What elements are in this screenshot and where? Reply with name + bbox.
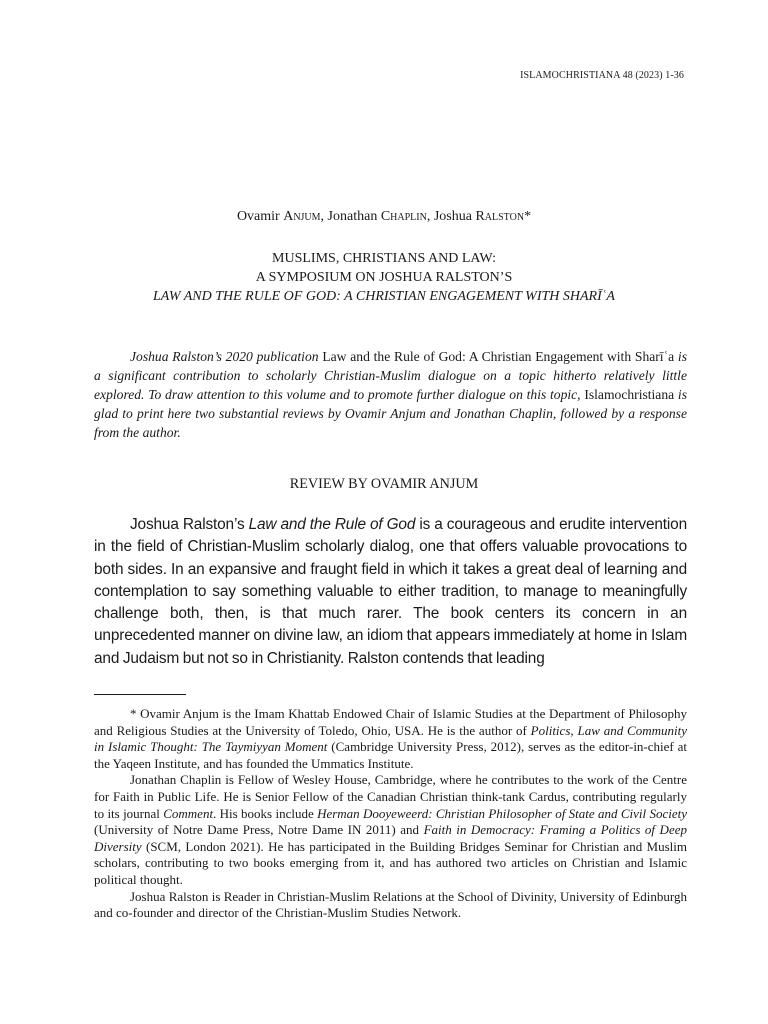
abstract-journal-name: Islamochristiana [580, 387, 678, 402]
footnote-text: * Ovamir Anjum is the Imam Khattab Endowed Chair of Islamic Studies at the Department of Philosophy and Religious Studies at the University of Toledo, Ohio, USA. He is the author of [94, 706, 687, 738]
title-line: A SYMPOSIUM ON JOSHUA RALSTON’S [255, 270, 513, 285]
author-separator: , Joshua [426, 209, 476, 224]
footnote-anjum [94, 706, 687, 772]
footnote-text: (SCM, London 2021). He has participated in the Building Bridges Seminar for Christian and Muslim scholars, contributing to two books emerging from it, and has authored two articles on Christian and Islamic political thought. [94, 838, 687, 887]
article-title [60, 249, 708, 306]
footnotes [94, 706, 687, 922]
author-first-name: Ovamir [236, 209, 284, 224]
footnote-text: Jonathan Chaplin is Fellow of Wesley House, Cambridge, where he contributes to the work of the Centre for Faith in Public Life. He is Senior Fellow of the Canadian Christian think-tank Cardus, contributing regularly to its journal [94, 772, 687, 821]
body-paragraph [94, 514, 687, 670]
footnote-ralston: Joshua Ralston is Reader in Christian-Muslim Relations at the School of Divinity, University of Edinburgh and co-founder and director of the Christian-Muslim Studies Network. [94, 888, 687, 921]
footnote-text: (University of Notre Dame Press, Notre Dame IN 2011) and [94, 822, 424, 838]
footnote-text: . His books include [213, 805, 318, 821]
footnote-marker: * [524, 209, 532, 224]
footnote-book-title: Politics, Law and Community in Islamic Thought: The Taymiyyan Moment [94, 722, 687, 755]
body-book-title: Law and the Rule of God [248, 516, 416, 533]
author-surname-chaplin: Chaplin [380, 209, 427, 224]
body-text: is a courageous and erudite intervention in the field of Christian-Muslim scholarly dialog, one that offers valuable provocations to both sides. In an expansive and fraught field in which it takes a great deal of learning and contemplation to say something valuable to either tradition, to manage to meaningfully challenge both, then, is that much rarer. The book centers its concern in an unprecedented manner on divine law, an idiom that appears immediately at home in Islam and Judaism but not so in Christianity. Ralston contends that leading [94, 516, 687, 667]
title-line-book: LAW AND THE RULE OF GOD: A CHRISTIAN ENGAGEMENT WITH SHARĪʿA [153, 289, 615, 304]
footnote-journal-title: Comment [163, 805, 214, 821]
editorial-abstract [94, 347, 687, 442]
footnote-chaplin [94, 772, 687, 888]
body-text: Joshua Ralston’s [130, 516, 249, 533]
abstract-text: Joshua Ralston’s 2020 publication [130, 349, 319, 364]
abstract-text: is a significant contribution to scholarly Christian-Muslim dialogue on a topic hitherto relatively little explored. To draw attention to this volume and to promote further dialogue on this topic, [94, 349, 687, 402]
author-surname-anjum: Anjum [283, 209, 321, 224]
footnote-text: (Cambridge University Press, 2012), serves as the editor-in-chief at the Yaqeen Institute, and has founded the Ummatics Institute. [94, 739, 688, 771]
author-separator: , Jonathan [320, 209, 381, 224]
abstract-book-title: Law and the Rule of God: A Christian Engagement with Sharīʿa [318, 349, 678, 364]
running-head: ISLAMOCHRISTIANA 48 (2023) 1-36 [520, 70, 684, 81]
abstract-text: is glad to print here two substantial reviews by Ovamir Anjum and Jonathan Chaplin, followed by a response from the author. [94, 387, 687, 440]
footnote-book-title: Herman Dooyeweerd: Christian Philosopher of State and Civil Society [317, 805, 687, 821]
footnote-book-title: Faith in Democracy: Framing a Politics of Deep Diversity [94, 822, 687, 854]
section-heading: REVIEW BY OVAMIR ANJUM [289, 476, 479, 492]
author-surname-ralston: Ralston [475, 209, 525, 224]
footnote-rule [94, 694, 186, 695]
title-line: MUSLIMS, CHRISTIANS AND LAW: [272, 251, 496, 266]
author-line [0, 209, 768, 225]
